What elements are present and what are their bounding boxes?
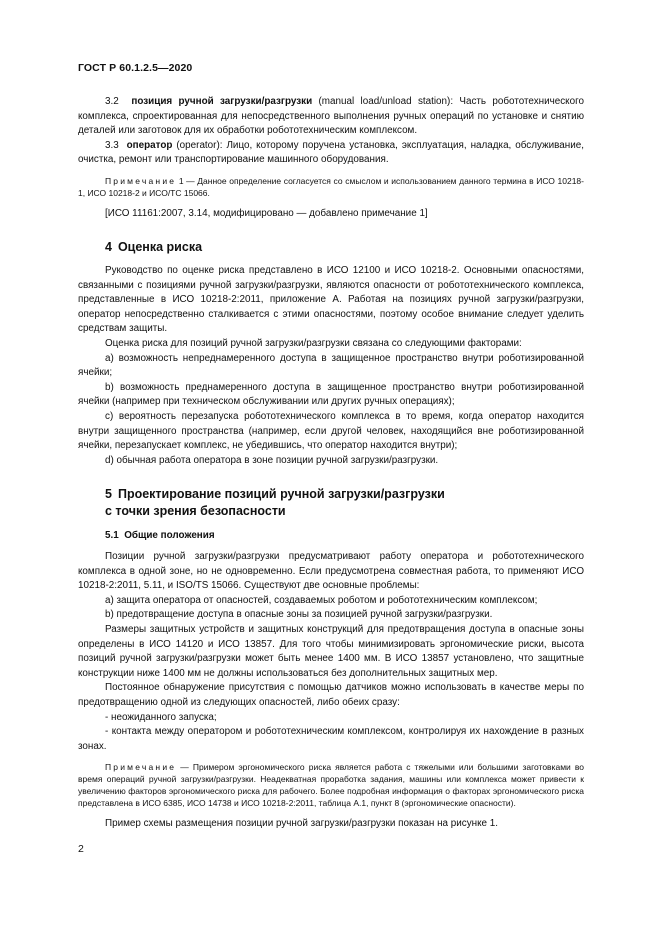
- section-number: 5: [105, 487, 112, 502]
- list-item: b) предотвращение доступа в опасные зоны за позицией ручной загрузки/разгрузки.: [105, 609, 493, 621]
- paragraph: Размеры защитных устройств и защитных конструкций для предотвращения доступа в опасные зоны определены в ИСО 14120 и ИСО 13857. Для того чтобы минимизировать эргономические риски, высота позиций ручной загрузки/разгрузки может быть менее 1400 мм. В ИСО 13857 установлено, что защитные конструкции ниже 1400 мм не должны использоваться без дополнительных защитных мер.: [78, 623, 584, 679]
- definition-number: 3.3: [105, 139, 119, 151]
- section-number: 4: [105, 239, 112, 254]
- section-4-heading: [78, 239, 584, 256]
- subsection-5-1-heading: [78, 529, 584, 544]
- source-reference: [ИСО 11161:2007, 3.14, модифицировано — добавлено примечание 1]: [105, 207, 428, 219]
- page-number: 2: [78, 843, 84, 855]
- subsection-title: Общие положения: [124, 530, 215, 542]
- paragraph: Оценка риска для позиций ручной загрузки/разгрузки связана со следующими факторами:: [105, 338, 522, 350]
- definition-text: (manual load/unload station): Часть робототехнического комплекса, спроектированная для непосредственного выполнения ручных операций по установке и снятию деталей или заготовок для их обработки робототехническим комплексом.: [78, 96, 584, 137]
- section-5-heading: [78, 486, 584, 519]
- section-title: Проектирование позиций ручной загрузки/разгрузки: [117, 487, 445, 502]
- list-item: b) возможность преднамеренного доступа в защищенное пространство внутри роботизированной ячейки (например при техническом обслуживании или других ручных операциях);: [78, 381, 584, 408]
- definition-term: оператор: [126, 139, 173, 151]
- definition-3-2: [78, 95, 584, 139]
- note-label: Примечание: [105, 175, 177, 186]
- note-1: [78, 175, 584, 199]
- definition-number: 3.2: [105, 96, 119, 107]
- definition-3-3: [78, 139, 584, 168]
- paragraph: Пример схемы размещения позиции ручной загрузки/разгрузки показан на рисунке 1.: [105, 818, 499, 830]
- note-label: Примечание: [105, 762, 177, 773]
- note-text: — Примером эргономического риска является работа с тяжелыми или большими заготовками во время операций ручной загрузки/разгрузки. Неадекватная проработка задания, машины или комплекса может привести к увеличению факторов эргономического риска для рабочего. Более подробная информация о факторах эргономического риска представлена в ИСО 6385, ИСО 14738 и ИСО 10218-2:2011, таблица А.1, пункт 8 (эргономические опасности).: [78, 762, 584, 809]
- paragraph: Руководство по оценке риска представлено в ИСО 12100 и ИСО 10218-2. Основными опасностями, связанными с позициями ручной загрузки/разгрузки, являются опасности от робототехнического комплекса, представленные в ИСО 10218-2:2011, приложение А. Работая на позициях ручной загрузки/разгрузки, оператор непосредственно сталкивается с этими опасностями, поэтому особое внимание следует уделить средствам защиты.: [78, 265, 584, 335]
- note-text: 1 — Данное определение согласуется со смыслом и использованием данного термина в ИСО 10218-1, ИСО 10218-2 и ИСО/ТС 15066.: [78, 175, 584, 198]
- paragraph: Постоянное обнаружение присутствия с помощью датчиков можно использовать в качестве меры по предотвращению одной из следующих опасностей, либо обеих сразу:: [78, 682, 584, 708]
- dash-item: - неожиданного запуска;: [105, 711, 217, 723]
- list-item: a) защита оператора от опасностей, создаваемых роботом и робототехническим комплексом;: [105, 594, 538, 606]
- section-title-line-1: [105, 486, 584, 503]
- definition-term: позиция ручной загрузки/разгрузки: [131, 96, 313, 107]
- document-header: ГОСТ Р 60.1.2.5—2020: [78, 62, 193, 74]
- paragraph: Позиции ручной загрузки/разгрузки предусматривают работу оператора и робототехнического комплекса в одной зоне, но не одновременно. Если предусмотрена совместная работа, то применяют ИСО 10218-2:2011, 5.11, и ISO/TS 15066. Существуют две основные проблемы:: [78, 550, 584, 592]
- page-content: [78, 95, 584, 832]
- list-item: d) обычная работа оператора в зоне позиции ручной загрузки/разгрузки.: [105, 454, 439, 466]
- subsection-number: 5.1: [105, 530, 119, 542]
- list-item: c) вероятность перезапуска робототехнического комплекса в то время, когда оператор находится внутри защищенного пространства (например, если другой человек, находящийся вне роботизированной ячейки, перезапускает комплекс, не убедившись, что оператор находится внутри);: [78, 411, 584, 452]
- note-ergonomic: [78, 761, 584, 809]
- section-title-line-2: с точки зрения безопасности: [105, 503, 286, 518]
- section-title: Оценка риска: [117, 239, 203, 254]
- dash-item: - контакта между оператором и робототехническим комплексом, контролируя их нахождение в разных зонах.: [78, 726, 584, 752]
- list-item: a) возможность непреднамеренного доступа в защищенное пространство внутри роботизированной ячейки;: [78, 352, 584, 379]
- definition-text: (operator): Лицо, которому поручена установка, эксплуатация, наладка, обслуживание, очистка, ремонт или транспортирование машинного оборудования.: [78, 139, 584, 166]
